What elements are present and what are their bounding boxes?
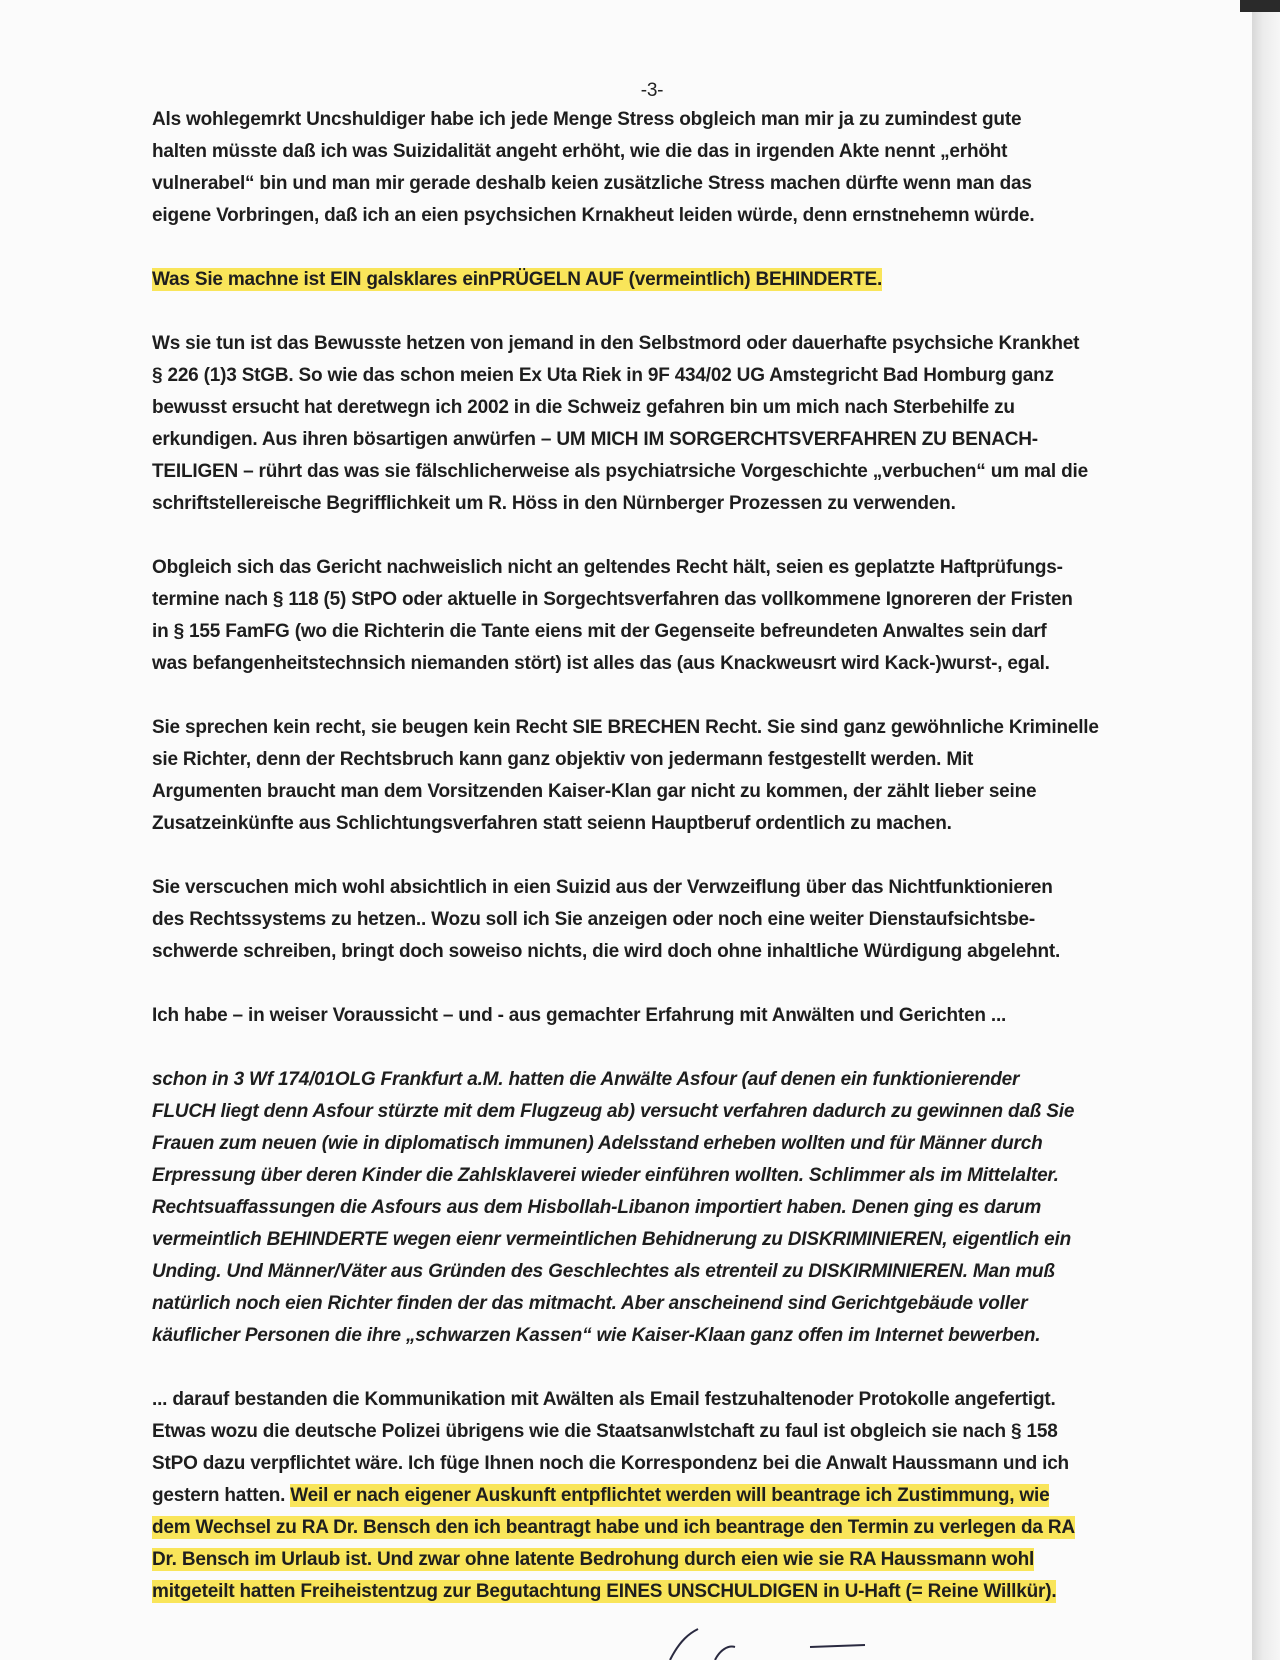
paragraph-text: Sie sprechen kein recht, sie beugen kein Recht SIE BRECHEN Recht. Sie sind ganz gewöhnliche Kriminelle sie Richter, denn der Rechtsbruch kann ganz objektiv von jedermann festgestellt werden. Mit Argumenten braucht man dem Vorsitzenden Kaiser-Klan gar nicht zu kommen, der zählt lieber seine Zusatzeinkünfte aus Schlichtungsverfahren statt seienn Hauptberuf ordentlich zu machen.: [152, 717, 1099, 834]
signature-stroke: [640, 1625, 900, 1660]
paragraph-p4: [152, 552, 1152, 680]
paragraph-p3: [152, 328, 1152, 520]
paragraph-text: Sie verscuchen mich wohl absichtlich in eien Suizid aus der Verwzeiflung über das Nichtfunktionieren des Rechtssystems zu hetzen.. Wozu soll ich Sie anzeigen oder noch eine weiter Dienstaufsichtsbe- schwerde schreiben, bringt doch soweiso nichts, die wird doch ohne inhaltliche Würdigung abgelehnt.: [152, 877, 1061, 962]
paragraph-text: Als wohlegemrkt Uncshuldiger habe ich jede Menge Stress obgleich man mir ja zu zumindest gute halten müsste daß ich was Suizidalität angeht erhöht, wie die das in irgenden Akte nennt „erhöht vulnerabel“ bin und man mir gerade deshalb keien zusätzliche Stress machen dürfte wenn man das eigene Vorbringen, daß ich an eien psychsichen Krnakheut leiden würde, denn ernstnehemn würde.: [152, 109, 1035, 226]
paragraph-text: Was Sie machne ist EIN galsklares einPRÜGELN AUF (vermeintlich) BEHINDERTE.: [152, 269, 883, 290]
paragraph-text: Ws sie tun ist das Bewusste hetzen von jemand in den Selbstmord oder dauerhafte psychsiche Krankhet § 226 (1)3 StGB. So wie das schon meien Ex Uta Riek in 9F 434/02 UG Amstegricht Bad Homburg ganz bewusst ersucht hat deretwegn ich 2002 in die Schweiz gefahren bin um mich nach Sterbehilfe zu erkundigen. Aus ihren bösartigen anwürfen – UM MICH IM SORGERCHTSVERFAHREN ZU BENACH- TEILIGEN – rührt das was sie fälschlicherweise als psychiatrsiche Vorgeschichte „verbuchen“ um mal die schriftstellereische Begrifflichkeit um R. Höss in den Nürnberger Prozessen zu verwenden.: [152, 333, 1088, 514]
paragraph-p8: [152, 1064, 1152, 1352]
page-number: -3-: [640, 80, 664, 101]
scan-corner: [1240, 0, 1280, 12]
page-edge: [1252, 0, 1280, 1660]
paragraph-container: [152, 104, 1152, 1608]
paragraph-p5: [152, 712, 1152, 840]
paragraph-p6: [152, 872, 1152, 968]
paragraph-p7: [152, 1000, 1152, 1032]
paragraph-p1: [152, 104, 1152, 232]
paragraph-p9: [152, 1384, 1152, 1608]
paragraph-text: Obgleich sich das Gericht nachweislich nicht an geltendes Recht hält, seien es geplatzte Haftprüfungs- termine nach § 118 (5) StPO oder aktuelle in Sorgechtsverfahren das vollkommene Ignoreren der Fristen in § 155 FamFG (wo die Richterin die Tante eiens mit der Gegenseite befreundeten Anwaltes sein darf was befangenheitstechnsich niemanden stört) ist alles das (aus Knackweusrt wird Kack-)wurst-, egal.: [152, 557, 1073, 674]
paragraph-p2: [152, 264, 1152, 296]
paragraph-text: ... darauf bestanden die Kommunikation mit Awälten als Email festzuhaltenoder Protokolle angefertigt. Etwas wozu die deutsche Polizei übrigens wie die Staatsanwlstchaft zu faul ist obgleich sie nach § 158 StPO dazu verpflichtet wäre. Ich füge Ihnen noch die Korrespondenz bei die Anwalt Haussmann und ich gestern hatten.: [152, 1389, 1069, 1506]
paragraph-text: Weil er nach eigener Auskunft entpflichtet werden will beantrage ich Zustimmung, wie dem Wechsel zu RA Dr. Bensch den ich beantragt habe und ich beantrage den Termin zu verlegen da RA Dr. Bensch im Urlaub ist. Und zwar ohne latente Bedrohung durch eien wie sie RA Haussmann wohl mitgeteilt hatten Freiheistentzug zur Begutachtung EINES UNSCHULDIGEN in U-Haft (= Reine Willkür).: [152, 1485, 1075, 1602]
document-body: [152, 78, 1152, 1640]
paragraph-text: Ich habe – in weiser Voraussicht – und - aus gemachter Erfahrung mit Anwälten und Gerichten ...: [152, 1005, 1007, 1026]
paragraph-text: schon in 3 Wf 174/01OLG Frankfurt a.M. hatten die Anwälte Asfour (auf denen ein funktionierender FLUCH liegt denn Asfour stürzte mit dem Flugzeug ab) versucht verfahren dadurch zu gewinnen daß Sie Frauen zum neuen (wie in diplomatisch immunen) Adelsstand erheben wollten und für Männer durch Erpressung über deren Kinder die Zahlsklaverei wieder einführen wollten. Schlimmer als im Mittelalter. Rechtsuaffassungen die Asfours aus dem Hisbollah-Libanon importiert haben. Denen ging es darum vermeintlich BEHINDERTE wegen eienr vermeintlichen Behidnerung zu DISKRIMINIEREN, eigentlich ein Unding. Und Männer/Väter aus Gründen des Geschlechtes als etrenteil zu DISKIRMINIEREN. Man muß natürlich noch eien Richter finden der das mitmacht. Aber anscheinend sind Gerichtgebäude voller käuflicher Personen die ihre „schwarzen Kassen“ wie Kaiser-Klaan ganz offen im Internet bewerben.: [152, 1069, 1075, 1346]
